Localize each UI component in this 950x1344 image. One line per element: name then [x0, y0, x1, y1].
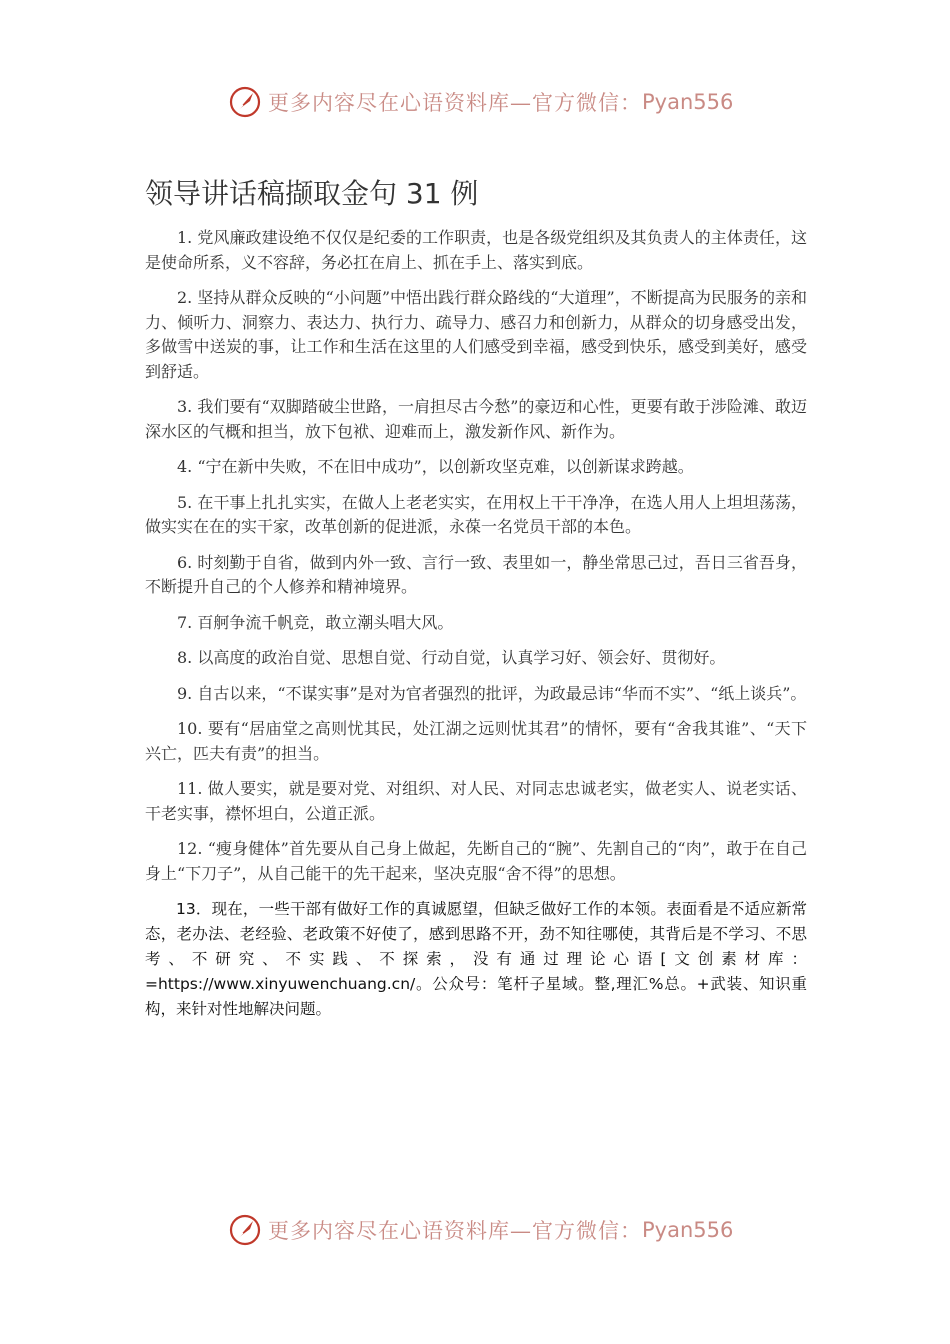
quote-paragraph: 10. 要有“居庙堂之高则忧其民，处江湖之远则忧其君”的情怀，要有“舍我其谁”、“天下兴亡，匹夫有责”的担当。: [145, 719, 807, 763]
quote-paragraph: 12. “瘦身健体”首先要从自己身上做起，先断自己的“腕”、先割自己的“肉”，敢于在自己身上“下刀子”，从自己能干的先干起来，坚决克服“舍不得”的思想。: [145, 839, 807, 883]
watermark-wechat-id: Pyan556: [642, 1218, 734, 1242]
quote-paragraph: 1. 党风廉政建设绝不仅仅是纪委的工作职责，也是各级党组织及其负责人的主体责任，这是使命所系，义不容辞，务必扛在肩上、抓在手上、落实到底。: [145, 228, 807, 272]
quote-paragraph: 7. 百舸争流千帆竞，敢立潮头唱大风。: [177, 612, 454, 632]
quote-paragraph: 11. 做人要实，就是要对党、对组织、对人民、对同志忠诚老实，做老实人、说老实话、干老实事，襟怀坦白，公道正派。: [145, 779, 807, 823]
watermark-wechat-id: Pyan556: [642, 90, 734, 114]
watermark-text: 更多内容尽在心语资料库—官方微信：: [268, 1219, 642, 1243]
quote-paragraph: 3. 我们要有“双脚踏破尘世路，一肩担尽古今愁”的豪迈和心性，更要有敢于涉险滩、敢迈深水区的气概和担当，放下包袱、迎难而上，激发新作风、新作为。: [145, 397, 807, 441]
quote-paragraph: 6. 时刻勤于自省，做到内外一致、言行一致、表里如一，静坐常思己过，吾日三省吾身，不断提升自己的个人修养和精神境界。: [145, 552, 807, 596]
quill-logo-icon: [228, 1213, 262, 1247]
header-watermark: [228, 82, 733, 122]
quote-paragraph: 4. “宁在新中失败，不在旧中成功”，以创新攻坚克难，以创新谋求跨越。: [177, 457, 694, 476]
quote-paragraph: 13．现在，一些干部有做好工作的真诚愿望，但缺乏做好工作的本领。表面看是不适应新常态，老办法、老经验、老政策不好使了，感到思路不开，劲不知往哪使，其背后是不学习、不思考、不研究、不实践、不探索，没有通过理论心语[文创素材库：=https://www.xinyuwenchuang.cn/。公众号：笔杆子星域。整,理汇%总。+武装、知识重构，来针对性地解决问题。: [145, 900, 807, 1018]
footer-watermark: [228, 1210, 733, 1250]
article-body: [145, 226, 807, 1033]
page-title: 领导讲话稿撷取金句 31 例: [145, 177, 479, 210]
watermark-text: 更多内容尽在心语资料库—官方微信：: [268, 91, 642, 115]
quote-paragraph: 5. 在干事上扎扎实实，在做人上老老实实，在用权上干干净净，在选人用人上坦坦荡荡，做实实在在的实干家，改革创新的促进派，永葆一名党员干部的本色。: [145, 492, 807, 536]
quote-paragraph: 9. 自古以来，“不谋实事”是对为官者强烈的批评，为政最忌讳“华而不实”、“纸上谈兵”。: [177, 683, 807, 703]
quill-logo-icon: [228, 85, 262, 119]
quote-paragraph: 8. 以高度的政治自觉、思想自觉、行动自觉，认真学习好、领会好、贯彻好。: [177, 648, 726, 667]
quote-paragraph: 2. 坚持从群众反映的“小问题”中悟出践行群众路线的“大道理”，不断提高为民服务的亲和力、倾听力、洞察力、表达力、执行力、疏导力、感召力和创新力，从群众的切身感受出发，多做雪中送炭的事，让工作和生活在这里的人们感受到幸福，感受到快乐，感受到美好，感受到舒适。: [145, 288, 807, 381]
